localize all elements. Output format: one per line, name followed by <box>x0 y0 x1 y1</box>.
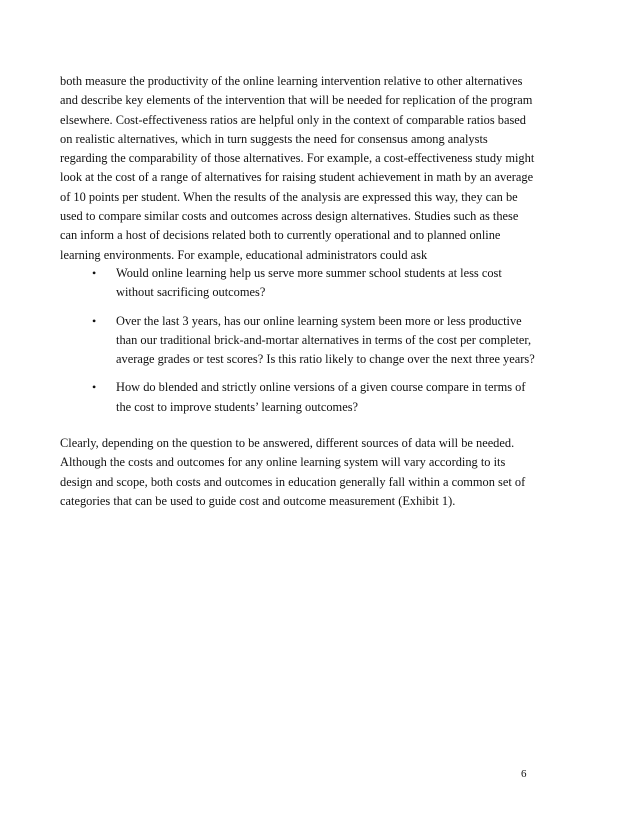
list-item-text: Over the last 3 years, has our online learning system been more or less productive than our traditional brick-and-mortar alternatives in terms of the cost per completer, average grades or test scores? Is this ratio likely to change over the next three years? <box>116 313 535 367</box>
list-item <box>92 264 538 303</box>
page-number: 6 <box>521 768 527 780</box>
list-item-text: How do blended and strictly online versions of a given course compare in terms of the cost to improve students’ learning outcomes? <box>116 380 526 414</box>
list-item <box>92 312 538 370</box>
question-list <box>92 264 538 426</box>
conclusion-paragraph: Clearly, depending on the question to be answered, different sources of data will be needed. Although the costs and outcomes for any online learning system will vary according to its design and scope, both costs and outcomes in education generally fall within a common set of categories that can be used to guide cost and outcome measurement (Exhibit 1). <box>60 436 526 508</box>
bullet-icon: • <box>92 313 97 328</box>
bullet-icon: • <box>92 266 97 280</box>
list-item-text: Would online learning help us serve more summer school students at less cost without sacrificing outcomes? <box>116 266 502 300</box>
intro-paragraph: both measure the productivity of the online learning intervention relative to other alternatives and describe key elements of the intervention that will be needed for replication of the program elsewhere. Cost-effectiveness ratios are helpful only in the context of comparable ratios based on realistic alternatives, which in turn suggests the need for consensus among analysts regarding the comparability of those alternatives. For example, a cost-effectiveness study might look at the cost of a range of alternatives for raising student achievement in math by an average of 10 points per student. When the results of the analysis are expressed this way, they can be used to compare similar costs and outcomes across design alternatives. Studies such as these can inform a host of decisions related both to currently operational and to planned online learning environments. For example, educational administrators could ask <box>60 74 535 262</box>
bullet-icon: • <box>92 380 97 395</box>
list-item <box>92 378 538 417</box>
